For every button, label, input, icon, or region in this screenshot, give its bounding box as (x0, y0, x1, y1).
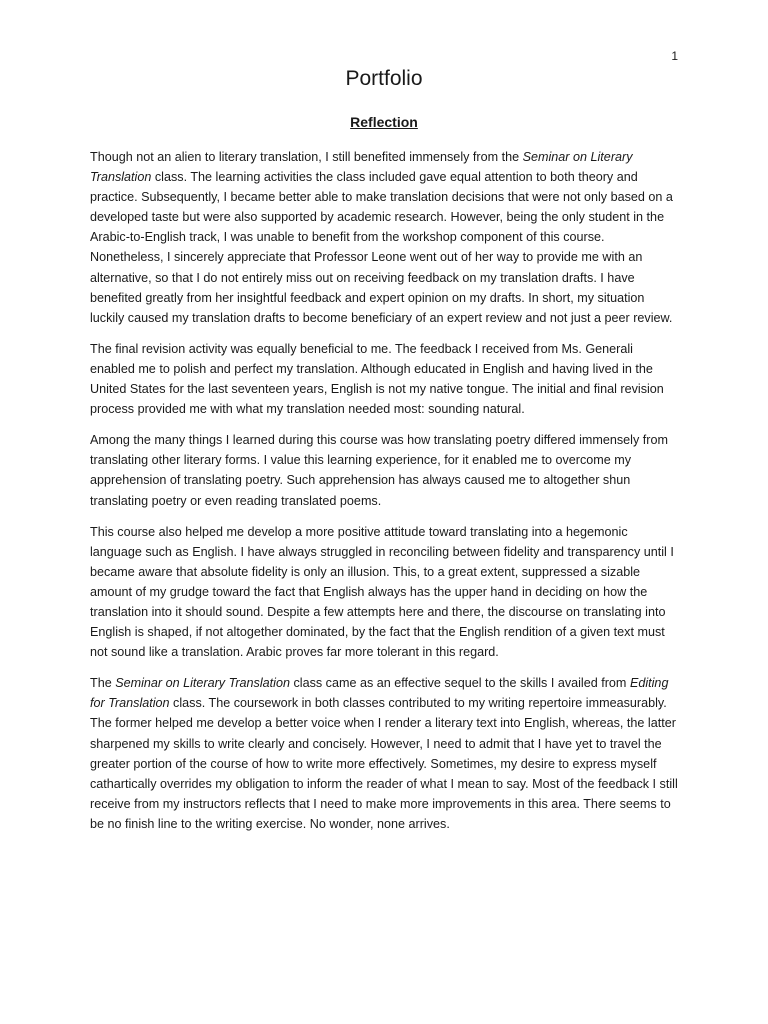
text-run: The final revision activity was equally beneficial to me. The feedback I received from Ms. Generali enabled me to polish and perfect my translation. Although educated in English and having lived in the United States for the last seventeen years, English is not my native tongue. The initial and final revision process provided me with what my translation needed most: sounding natural. (90, 341, 664, 417)
page-number: 1 (671, 49, 678, 63)
paragraph (90, 430, 678, 510)
italic-text-run: Seminar on Literary Translation (115, 676, 290, 691)
paragraph (90, 673, 678, 834)
text-run: Though not an alien to literary translation, I still benefited immensely from the (90, 150, 523, 164)
italic-text-run: Editing for Translation (90, 676, 669, 711)
text-run: Among the many things I learned during this course was how translating poetry differed immensely from translating other literary forms. I value this learning experience, for it enabled me to overcome my apprehension of translating poetry. Such apprehension has always caused me to altogether shun translating poetry or even reading translated poems. (90, 433, 668, 508)
text-run: This course also helped me develop a more positive attitude toward translating into a hegemonic language such as English. I have always struggled in reconciling between fidelity and transparency until I became aware that absolute fidelity is only an illusion. This, to a great extent, suppressed a sizable amount of my grudge toward the fact that English always has the upper hand in deciding on how the translation into it should sound. Despite a few attempts here and there, the discourse on translating into English is shaped, if not altogether dominated, by the fact that the English rendition of a given text must not sound like a translation. Arabic proves far more tolerant in this regard. (90, 524, 674, 660)
section-heading: Reflection (350, 114, 418, 130)
paragraph (90, 147, 678, 328)
text-run: The (90, 676, 116, 691)
italic-text-run: Seminar on Literary Translation (90, 150, 633, 185)
paragraph (90, 339, 678, 419)
text-run: class came as an effective sequel to the skills I availed from (289, 676, 630, 691)
body-text (90, 147, 678, 834)
paragraph (90, 522, 678, 663)
text-run: class. The coursework in both classes contributed to my writing repertoire immeasurably. The former helped me develop a better voice when I render a literary text into English, whereas, the latter sharpened my skills to write clearly and concisely. However, I need to admit that I have yet to travel the greater portion of the course of how to write more effectively. Sometimes, my desire to express myself cathartically overrides my obligation to inform the reader of what I mean to say. Most of the feedback I still receive from my instructors reflects that I need to make more improvements in this area. There seems to be no finish line to the writing exercise. No wonder, none arrives. (90, 696, 678, 831)
text-run: class. The learning activities the class included gave equal attention to both theory and practice. Subsequently, I became better able to make translation decisions that were not only based on a developed taste but were also supported by academic research. However, being the only student in the Arabic-to-English track, I was unable to benefit from the workshop component of this course. Nonetheless, I sincerely appreciate that Professor Leone went out of her way to provide me with an alternative, so that I do not entirely miss out on receiving feedback on my translation drafts. I have benefited greatly from her insightful feedback and expert opinion on my drafts. In short, my situation luckily caused my translation drafts to become beneficiary of an expert review and not just a peer review. (90, 170, 673, 325)
document-title: Portfolio (345, 67, 423, 90)
